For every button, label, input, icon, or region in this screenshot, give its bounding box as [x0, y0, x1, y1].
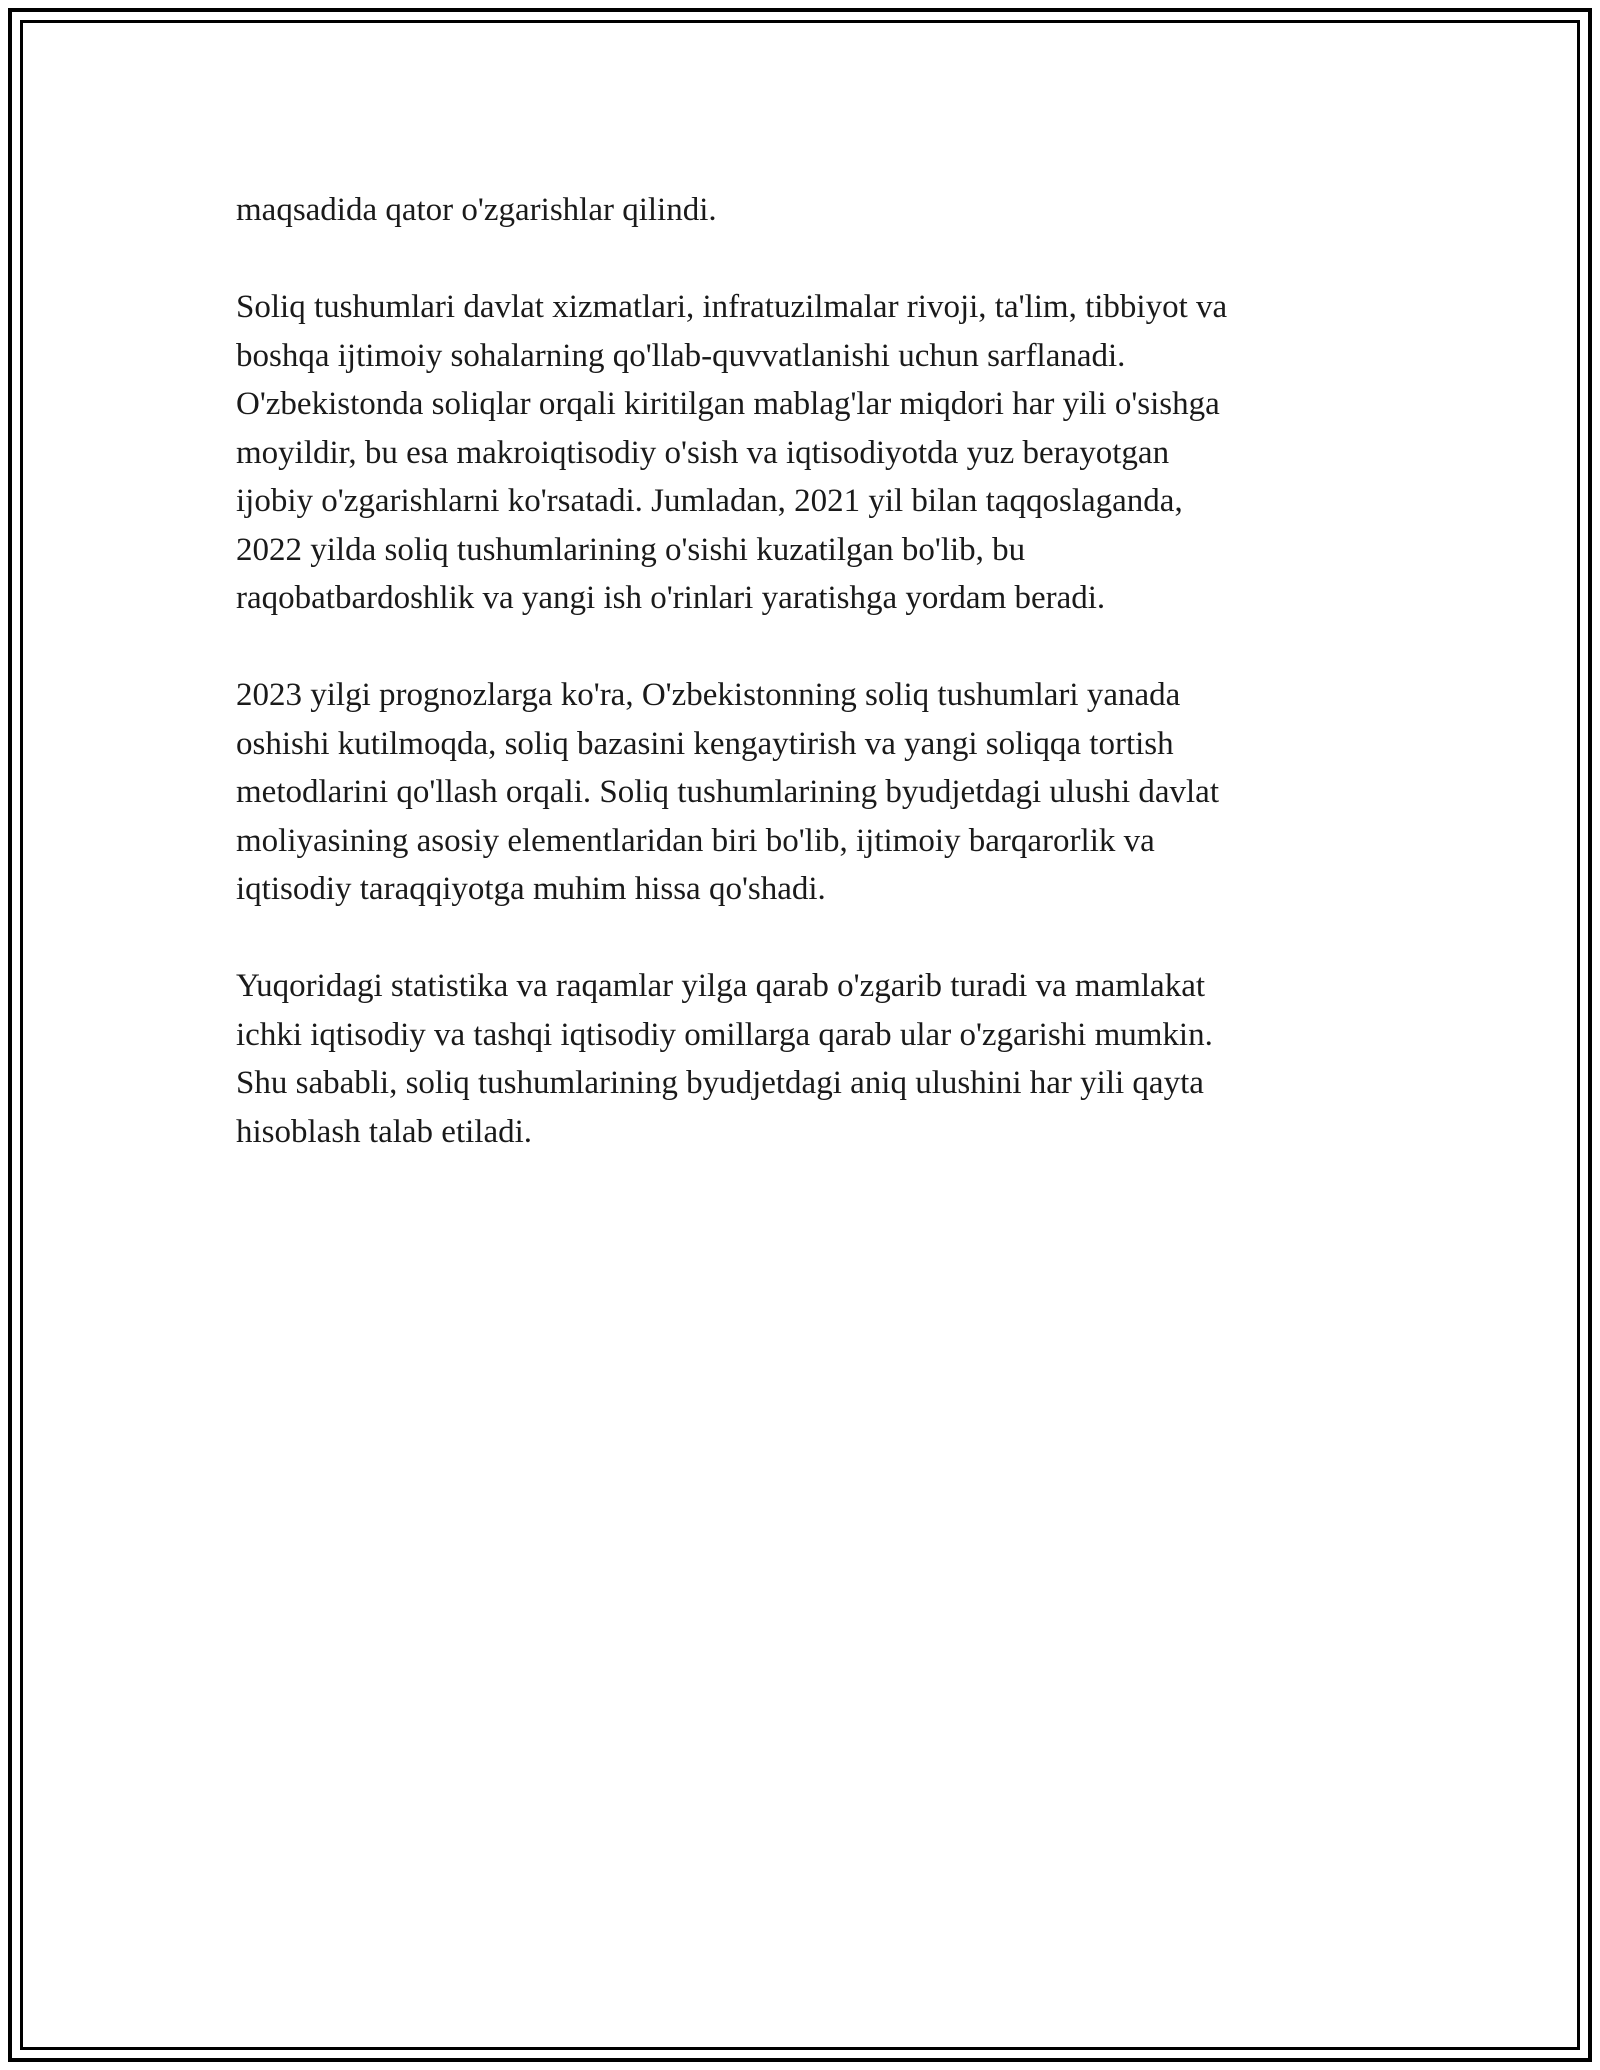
- paragraph-3: [236, 671, 1366, 914]
- text-line: hisoblash talab etiladi.: [236, 1113, 533, 1150]
- paragraph-2: [236, 283, 1366, 623]
- text-line: raqobatbardoshlik va yangi ish o'rinlari yaratishga yordam beradi.: [236, 580, 1106, 616]
- text-line: O'zbekistonda soliqlar orqali kiritilgan mablag'lar miqdori har yili o'sishga: [236, 386, 1220, 422]
- text-line: 2023 yilgi prognozlarga ko'ra, O'zbekistonning soliq tushumlari yanada: [236, 677, 1181, 713]
- text-line: moyildir, bu esa makroiqtisodiy o'sish va iqtisodiyotda yuz berayotgan: [236, 434, 1170, 471]
- text-line: iqtisodiy taraqqiyotga muhim hissa qo'shadi.: [236, 871, 826, 907]
- paragraph-4: [236, 962, 1366, 1156]
- text-line: Soliq tushumlari davlat xizmatlari, infratuzilmalar rivoji, ta'lim, tibbiyot va: [236, 289, 1228, 325]
- text-line: 2022 yilda soliq tushumlarining o'sishi kuzatilgan bo'lib, bu: [236, 531, 1026, 568]
- text-line: ichki iqtisodiy va tashqi iqtisodiy omillarga qarab ular o'zgarishi mumkin.: [236, 1016, 1213, 1053]
- text-line: boshqa ijtimoiy sohalarning qo'llab-quvvatlanishi uchun sarflanadi.: [236, 337, 1126, 374]
- text-line: maqsadida qator o'zgarishlar qilindi.: [236, 192, 717, 228]
- text-line: ijobiy o'zgarishlarni ko'rsatadi. Jumladan, 2021 yil bilan taqqoslaganda,: [236, 483, 1183, 519]
- text-line: oshishi kutilmoqda, soliq bazasini kengaytirish va yangi soliqqa tortish: [236, 725, 1174, 762]
- text-line: Shu sababli, soliq tushumlarining byudjetdagi aniq ulushini har yili qayta: [236, 1065, 1204, 1101]
- document-body: [236, 186, 1366, 1205]
- paragraph-1: [236, 186, 1366, 235]
- text-line: Yuqoridagi statistika va raqamlar yilga qarab o'zgarib turadi va mamlakat: [236, 968, 1206, 1004]
- text-line: metodlarini qo'llash orqali. Soliq tushumlarining byudjetdagi ulushi davlat: [236, 774, 1219, 810]
- text-line: moliyasining asosiy elementlaridan biri bo'lib, ijtimoiy barqarorlik va: [236, 822, 1155, 859]
